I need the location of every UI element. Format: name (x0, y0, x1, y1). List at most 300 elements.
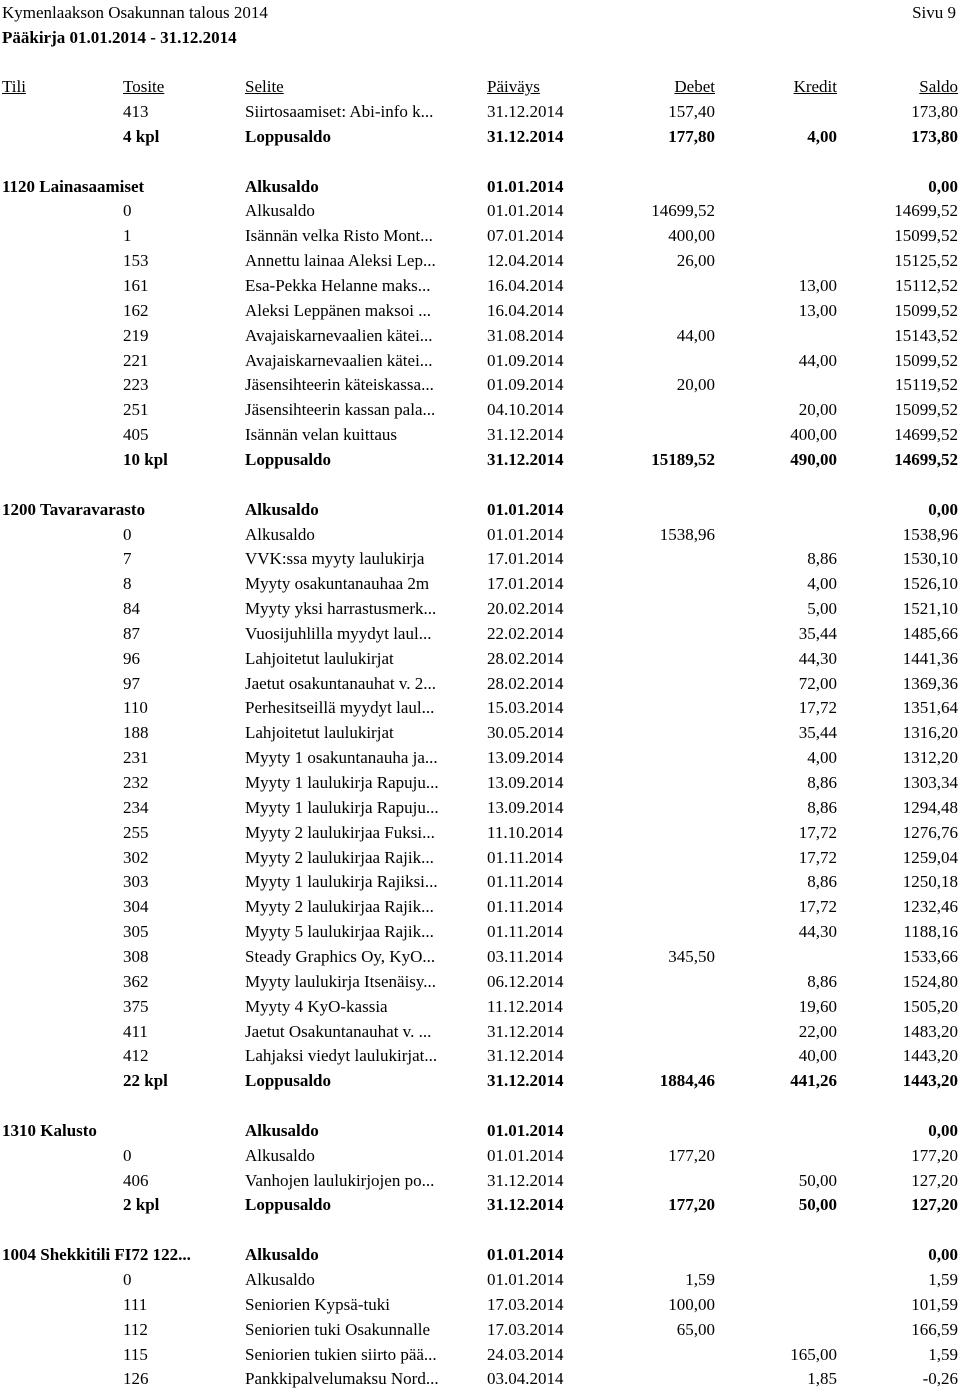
account-header-row (0, 1118, 960, 1143)
ledger-entry-row (0, 1043, 960, 1068)
ledger-entry-row (0, 273, 960, 298)
cell-selite: Annettu lainaa Aleksi Lep... (245, 251, 436, 271)
ledger-entry-row (0, 348, 960, 373)
cell-tosite: 406 (123, 1170, 149, 1190)
cell-paivays: 31.12.2014 (487, 102, 564, 121)
report-header (2, 0, 958, 25)
account-header-row (0, 497, 960, 522)
cell-paivays: 17.03.2014 (487, 1294, 564, 1314)
cell-tili: 1004 Shekkitili FI72 122... (2, 1245, 191, 1265)
cell-paivays: 17.01.2014 (487, 574, 564, 594)
cell-saldo: 1276,76 (902, 822, 958, 842)
ledger-entry-row (0, 745, 960, 770)
cell-paivays: 16.04.2014 (487, 300, 564, 320)
cell-saldo: 1526,10 (902, 574, 958, 594)
cell-selite: Myyty 1 osakuntanauha ja... (245, 748, 438, 768)
cell-tosite: 303 (123, 872, 149, 892)
ledger-entry-row (0, 571, 960, 596)
cell-debet: 177,20 (668, 1145, 715, 1165)
cell-kredit: 17,72 (798, 822, 837, 842)
ledger-entry-row (0, 1292, 960, 1317)
cell-tosite: 221 (123, 350, 149, 370)
cell-saldo: 1294,48 (902, 797, 958, 817)
ledger-entry-row (0, 546, 960, 571)
cell-paivays: 20.02.2014 (487, 599, 564, 618)
cell-saldo: 1369,36 (902, 673, 958, 693)
cell-selite: Isännän velan kuittaus (245, 425, 398, 445)
column-header-selite: Selite (245, 77, 284, 96)
cell-selite: Loppusaldo (245, 1195, 331, 1215)
cell-kredit: 1,85 (807, 1369, 837, 1389)
cell-selite: Myyty 1 laulukirja Rapuju... (245, 797, 439, 817)
cell-paivays: 01.01.2014 (487, 1145, 564, 1165)
cell-debet: 26,00 (676, 251, 715, 271)
cell-kredit: 13,00 (798, 276, 837, 295)
cell-tosite: 305 (123, 922, 149, 942)
cell-tosite: 126 (123, 1369, 149, 1389)
cell-paivays: 31.12.2014 (487, 449, 564, 469)
cell-tosite: 7 (123, 549, 132, 569)
ledger-entry-row (0, 1019, 960, 1044)
cell-saldo: 1443,20 (902, 1046, 958, 1066)
cell-paivays: 01.01.2014 (487, 201, 564, 221)
cell-paivays: 31.12.2014 (487, 1046, 564, 1066)
cell-kredit: 8,86 (807, 797, 837, 817)
cell-saldo: 1,59 (928, 1344, 958, 1364)
ledger-entry-row (0, 198, 960, 223)
cell-selite: VVK:ssa myyty laulukirja (245, 549, 425, 569)
cell-paivays: 01.01.2014 (487, 524, 564, 544)
cell-paivays: 31.12.2014 (487, 1170, 564, 1190)
cell-paivays: 16.04.2014 (487, 276, 564, 295)
cell-paivays: 15.03.2014 (487, 698, 564, 718)
cell-paivays: 01.09.2014 (487, 375, 564, 395)
cell-paivays: 04.10.2014 (487, 400, 564, 420)
ledger-entry-row (0, 1267, 960, 1292)
cell-debet: 177,20 (668, 1195, 715, 1215)
cell-selite: Lahjoitetut laulukirjat (245, 723, 394, 743)
cell-kredit: 8,86 (807, 872, 837, 892)
ledger-entry-row (0, 795, 960, 820)
cell-selite: Myyty osakuntanauhaa 2m (245, 574, 430, 594)
cell-tosite: 302 (123, 847, 149, 867)
closing-balance-row (0, 1192, 960, 1217)
cell-saldo: 1538,96 (902, 524, 958, 544)
account-header-row (0, 1242, 960, 1267)
cell-kredit: 4,00 (807, 748, 837, 768)
cell-debet: 15189,52 (651, 449, 715, 469)
cell-saldo: 15119,52 (894, 375, 958, 395)
cell-tosite: 153 (123, 251, 149, 271)
cell-paivays: 01.01.2014 (487, 1245, 564, 1265)
cell-selite: Lahjaksi viedyt laulukirjat... (245, 1046, 438, 1066)
cell-paivays: 31.12.2014 (487, 1021, 564, 1041)
ledger-entry-row (0, 99, 960, 124)
column-header-paivays: Päiväys (487, 77, 540, 96)
cell-saldo: 1533,66 (902, 946, 958, 966)
cell-saldo: 1312,20 (902, 748, 958, 768)
cell-selite: Myyty 2 laulukirjaa Rajik... (245, 847, 434, 867)
cell-kredit: 44,00 (798, 350, 837, 370)
cell-paivays: 01.01.2014 (487, 499, 564, 519)
cell-saldo: 1351,64 (902, 698, 958, 718)
column-header-kredit: Kredit (793, 77, 837, 96)
cell-saldo: -0,26 (922, 1369, 958, 1389)
cell-debet: 1,59 (685, 1270, 715, 1289)
ledger-entry-row (0, 621, 960, 646)
cell-kredit: 17,72 (798, 847, 837, 867)
cell-tosite: 162 (123, 300, 149, 320)
cell-tosite: 362 (123, 971, 149, 991)
ledger-entry-row (0, 770, 960, 795)
cell-tosite: 96 (123, 648, 140, 668)
cell-paivays: 28.02.2014 (487, 648, 564, 668)
cell-selite: Loppusaldo (245, 1071, 331, 1091)
cell-kredit: 35,44 (798, 723, 837, 743)
cell-saldo: 1485,66 (902, 623, 958, 643)
cell-paivays: 30.05.2014 (487, 723, 564, 743)
cell-saldo: 0,00 (928, 1245, 958, 1265)
cell-selite: Seniorien tuki Osakunnalle (245, 1319, 431, 1339)
cell-paivays: 01.11.2014 (487, 897, 563, 917)
cell-saldo: 1250,18 (902, 872, 958, 892)
cell-selite: Myyty yksi harrastusmerk... (245, 599, 437, 618)
cell-selite: Jaetut osakuntanauhat v. 2... (245, 673, 437, 693)
cell-saldo: 14699,52 (894, 425, 958, 445)
cell-paivays: 31.12.2014 (487, 126, 564, 146)
cell-tili: 1200 Tavaravarasto (2, 499, 146, 519)
cell-saldo: 14699,52 (894, 201, 958, 221)
cell-selite: Myyty laulukirja Itsenäisy... (245, 971, 437, 991)
cell-tosite: 188 (123, 723, 149, 743)
cell-kredit: 8,86 (807, 971, 837, 991)
report-title: Pääkirja 01.01.2014 - 31.12.2014 (2, 28, 237, 47)
cell-tosite: 375 (123, 996, 149, 1016)
cell-saldo: 15112,52 (894, 276, 958, 295)
cell-selite: Pankkipalvelumaksu Nord... (245, 1369, 439, 1389)
cell-paivays: 07.01.2014 (487, 226, 564, 246)
cell-tosite: 111 (123, 1294, 148, 1314)
cell-tosite: 308 (123, 946, 149, 966)
cell-paivays: 01.11.2014 (487, 847, 563, 867)
cell-paivays: 11.10.2014 (487, 822, 563, 842)
ledger-entry-row (0, 894, 960, 919)
cell-paivays: 06.12.2014 (487, 971, 564, 991)
org-title: Kymenlaakson Osakunnan talous 2014 (2, 3, 268, 22)
ledger-entry-row (0, 248, 960, 273)
cell-tosite: 110 (123, 698, 148, 718)
cell-tosite: 0 (123, 1145, 132, 1165)
cell-saldo: 1521,10 (902, 599, 958, 618)
column-header-row (0, 74, 960, 99)
cell-kredit: 4,00 (807, 574, 837, 594)
cell-saldo: 101,59 (911, 1294, 958, 1314)
ledger-entry-row (0, 422, 960, 447)
cell-kredit: 165,00 (790, 1344, 837, 1364)
ledger-entry-row (0, 944, 960, 969)
cell-paivays: 17.03.2014 (487, 1319, 564, 1339)
cell-saldo: 1524,80 (902, 971, 958, 991)
cell-kredit: 4,00 (807, 126, 837, 146)
ledger-entry-row (0, 323, 960, 348)
cell-selite: Jaetut Osakuntanauhat v. ... (245, 1021, 432, 1041)
cell-selite: Myyty 4 KyO-kassia (245, 996, 388, 1016)
cell-tosite: 0 (123, 201, 132, 221)
cell-paivays: 01.11.2014 (487, 872, 563, 892)
cell-saldo: 14699,52 (894, 449, 958, 469)
cell-selite: Isännän velka Risto Mont... (245, 226, 433, 246)
cell-saldo: 15143,52 (894, 325, 958, 345)
column-header-tili: Tili (2, 77, 26, 96)
cell-saldo: 166,59 (911, 1319, 958, 1339)
cell-tosite: 304 (123, 897, 149, 917)
cell-selite: Loppusaldo (245, 126, 331, 146)
cell-tosite: 255 (123, 822, 149, 842)
cell-saldo: 1188,16 (903, 922, 958, 942)
cell-tosite: 8 (123, 574, 132, 594)
cell-kredit: 44,30 (798, 648, 837, 668)
cell-selite: Alkusaldo (245, 1245, 319, 1265)
cell-tosite: 0 (123, 1270, 132, 1289)
cell-kredit: 40,00 (798, 1046, 837, 1066)
cell-debet: 100,00 (668, 1294, 715, 1314)
cell-selite: Vuosijuhlilla myydyt laul... (245, 623, 432, 643)
cell-selite: Seniorien Kypsä-tuki (245, 1294, 390, 1314)
cell-saldo: 1441,36 (902, 648, 958, 668)
cell-paivays: 03.04.2014 (487, 1369, 564, 1389)
cell-selite: Alkusaldo (245, 201, 315, 221)
cell-tosite: 2 kpl (123, 1195, 160, 1215)
cell-selite: Myyty 1 laulukirja Rajiksi... (245, 872, 438, 892)
ledger-entry-row (0, 695, 960, 720)
cell-selite: Myyty 5 laulukirjaa Rajik... (245, 922, 434, 942)
cell-debet: 1884,46 (659, 1071, 715, 1091)
cell-tosite: 87 (123, 623, 140, 643)
cell-saldo: 173,80 (911, 126, 958, 146)
row-spacer (0, 149, 960, 174)
cell-saldo: 1530,10 (902, 549, 958, 569)
cell-saldo: 173,80 (911, 102, 958, 121)
ledger-entry-row (0, 372, 960, 397)
cell-saldo: 1303,34 (902, 773, 958, 792)
column-header-tosite: Tosite (123, 77, 165, 96)
cell-saldo: 177,20 (911, 1145, 958, 1165)
cell-debet: 20,00 (676, 375, 715, 395)
cell-saldo: 1483,20 (902, 1021, 958, 1041)
cell-debet: 65,00 (676, 1319, 715, 1339)
ledger-entry-row (0, 919, 960, 944)
cell-selite: Siirtosaamiset: Abi-info k... (245, 102, 434, 121)
cell-kredit: 5,00 (807, 599, 837, 618)
ledger-entry-row (0, 869, 960, 894)
cell-selite: Jäsensihteerin käteiskassa... (245, 375, 434, 395)
cell-tosite: 219 (123, 325, 149, 345)
column-header-saldo: Saldo (919, 77, 958, 96)
cell-tosite: 251 (123, 400, 149, 420)
cell-paivays: 01.01.2014 (487, 176, 564, 196)
cell-saldo: 1316,20 (902, 723, 958, 743)
cell-tosite: 405 (123, 425, 149, 445)
cell-tosite: 232 (123, 773, 149, 792)
ledger-entry-row (0, 969, 960, 994)
cell-saldo: 0,00 (928, 499, 958, 519)
row-spacer (0, 1217, 960, 1242)
cell-selite: Avajaiskarnevaalien kätei... (245, 325, 433, 345)
cell-tosite: 234 (123, 797, 149, 817)
cell-kredit: 44,30 (798, 922, 837, 942)
cell-selite: Myyty 1 laulukirja Rapuju... (245, 773, 439, 792)
cell-selite: Myyty 2 laulukirjaa Fuksi... (245, 822, 435, 842)
cell-kredit: 19,60 (798, 996, 837, 1016)
closing-balance-row (0, 124, 960, 149)
cell-selite: Aleksi Leppänen maksoi ... (245, 300, 432, 320)
ledger-entry-row (0, 820, 960, 845)
cell-selite: Alkusaldo (245, 524, 315, 544)
cell-paivays: 28.02.2014 (487, 673, 564, 693)
account-header-row (0, 174, 960, 199)
cell-saldo: 15099,52 (894, 226, 958, 246)
ledger-entry-row (0, 994, 960, 1019)
row-spacer (0, 472, 960, 497)
cell-paivays: 31.12.2014 (487, 1195, 564, 1215)
cell-tosite: 10 kpl (123, 449, 168, 469)
cell-paivays: 03.11.2014 (487, 946, 563, 966)
cell-paivays: 01.01.2014 (487, 1120, 564, 1140)
cell-kredit: 22,00 (798, 1021, 837, 1041)
cell-kredit: 50,00 (798, 1195, 837, 1215)
cell-debet: 400,00 (668, 226, 715, 246)
cell-kredit: 441,26 (790, 1071, 837, 1091)
cell-kredit: 8,86 (807, 549, 837, 569)
ledger-entry-row (0, 1317, 960, 1342)
cell-paivays: 17.01.2014 (487, 549, 564, 569)
cell-selite: Seniorien tukien siirto pää... (245, 1344, 437, 1364)
cell-tosite: 112 (123, 1319, 148, 1339)
cell-selite: Myyty 2 laulukirjaa Rajik... (245, 897, 434, 917)
cell-saldo: 1443,20 (902, 1071, 958, 1091)
cell-saldo: 1,59 (928, 1270, 958, 1289)
cell-selite: Avajaiskarnevaalien kätei... (245, 350, 433, 370)
report-title-row (2, 25, 958, 50)
cell-kredit: 490,00 (790, 449, 837, 469)
cell-tosite: 115 (123, 1344, 148, 1364)
cell-saldo: 1259,04 (902, 847, 958, 867)
ledger-entry-row (0, 522, 960, 547)
cell-tili: 1120 Lainasaamiset (2, 176, 145, 196)
cell-paivays: 13.09.2014 (487, 748, 564, 768)
cell-paivays: 12.04.2014 (487, 251, 564, 271)
cell-kredit: 20,00 (798, 400, 837, 420)
cell-selite: Loppusaldo (245, 449, 331, 469)
cell-kredit: 35,44 (798, 623, 837, 643)
cell-paivays: 13.09.2014 (487, 797, 564, 817)
ledger-entry-row (0, 646, 960, 671)
cell-selite: Alkusaldo (245, 1270, 315, 1289)
cell-selite: Vanhojen laulukirjojen po... (245, 1170, 435, 1190)
row-spacer (0, 1093, 960, 1118)
cell-paivays: 01.01.2014 (487, 1270, 564, 1289)
cell-debet: 345,50 (668, 946, 715, 966)
closing-balance-row (0, 1068, 960, 1093)
cell-saldo: 127,20 (911, 1195, 958, 1215)
ledger-entry-row (0, 1143, 960, 1168)
cell-paivays: 31.08.2014 (487, 325, 564, 345)
cell-selite: Esa-Pekka Helanne maks... (245, 276, 431, 295)
ledger-entry-row (0, 1168, 960, 1193)
cell-kredit: 72,00 (798, 673, 837, 693)
cell-tosite: 1 (123, 226, 132, 246)
cell-paivays: 22.02.2014 (487, 623, 564, 643)
cell-debet: 14699,52 (651, 201, 715, 221)
cell-selite: Steady Graphics Oy, KyO... (245, 946, 436, 966)
cell-saldo: 15099,52 (894, 400, 958, 420)
cell-tosite: 412 (123, 1046, 149, 1066)
ledger-entry-row (0, 223, 960, 248)
ledger-entry-row (0, 671, 960, 696)
cell-tosite: 0 (123, 524, 132, 544)
page-number: Sivu 9 (912, 3, 956, 22)
cell-tosite: 413 (123, 102, 149, 121)
ledger-entry-row (0, 1366, 960, 1391)
cell-saldo: 1232,46 (902, 897, 958, 917)
cell-kredit: 50,00 (798, 1170, 837, 1190)
cell-saldo: 1505,20 (902, 996, 958, 1016)
cell-saldo: 15099,52 (894, 350, 958, 370)
cell-selite: Alkusaldo (245, 1120, 319, 1140)
cell-debet: 157,40 (668, 102, 715, 121)
cell-kredit: 17,72 (798, 897, 837, 917)
cell-paivays: 13.09.2014 (487, 773, 564, 792)
closing-balance-row (0, 447, 960, 472)
cell-tosite: 161 (123, 276, 149, 295)
cell-selite: Lahjoitetut laulukirjat (245, 648, 394, 668)
ledger-entry-row (0, 596, 960, 621)
column-header-debet: Debet (674, 77, 715, 96)
cell-kredit: 8,86 (807, 773, 837, 792)
cell-paivays: 01.09.2014 (487, 350, 564, 370)
cell-saldo: 15125,52 (894, 251, 958, 271)
cell-tosite: 223 (123, 375, 149, 395)
cell-saldo: 0,00 (928, 176, 958, 196)
cell-debet: 1538,96 (659, 524, 715, 544)
cell-paivays: 24.03.2014 (487, 1344, 564, 1364)
cell-tosite: 231 (123, 748, 149, 768)
cell-kredit: 17,72 (798, 698, 837, 718)
cell-kredit: 400,00 (790, 425, 837, 445)
cell-tosite: 4 kpl (123, 126, 160, 146)
cell-tosite: 411 (123, 1021, 148, 1041)
cell-tili: 1310 Kalusto (2, 1120, 97, 1140)
ledger-entry-row (0, 1342, 960, 1367)
cell-paivays: 01.11.2014 (487, 922, 563, 942)
cell-selite: Alkusaldo (245, 1145, 315, 1165)
cell-debet: 177,80 (668, 126, 715, 146)
cell-selite: Alkusaldo (245, 499, 319, 519)
cell-selite: Jäsensihteerin kassan pala... (245, 400, 436, 420)
cell-paivays: 31.12.2014 (487, 425, 564, 445)
ledger-entry-row (0, 397, 960, 422)
cell-kredit: 13,00 (798, 300, 837, 320)
cell-saldo: 0,00 (928, 1120, 958, 1140)
cell-paivays: 31.12.2014 (487, 1071, 564, 1091)
cell-selite: Perhesitseillä myydyt laul... (245, 698, 435, 718)
cell-paivays: 11.12.2014 (487, 996, 563, 1016)
cell-saldo: 15099,52 (894, 300, 958, 320)
cell-tosite: 84 (123, 599, 140, 618)
cell-selite: Alkusaldo (245, 176, 319, 196)
ledger-entry-row (0, 298, 960, 323)
cell-tosite: 22 kpl (123, 1071, 168, 1091)
